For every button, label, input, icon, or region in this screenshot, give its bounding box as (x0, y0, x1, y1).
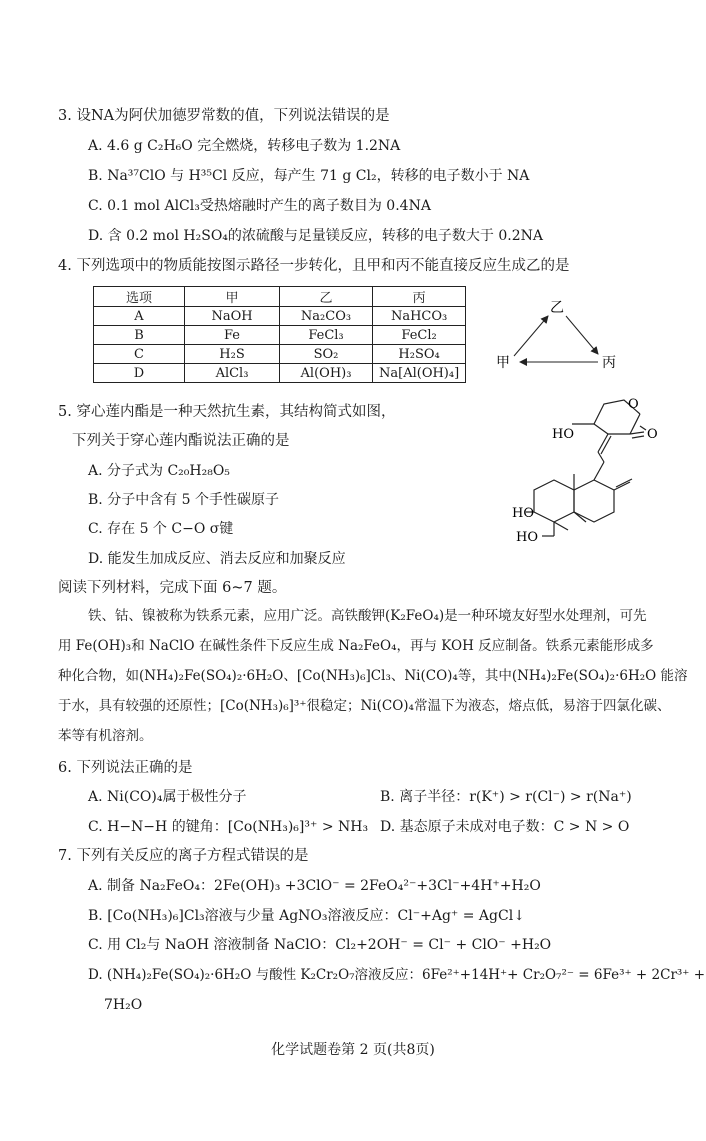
q5-stem: 5. 穿心莲内酯是一种天然抗生素，其结构简式如图， (58, 404, 396, 420)
table-cell: SO₂ (280, 345, 373, 364)
q3-option-b: B. Na³⁷ClO 与 H³⁵Cl 反应，每产生 71 g Cl₂，转移的电子数小于 NA (88, 168, 530, 184)
table-header: 乙 (280, 287, 373, 307)
table-cell: FeCl₃ (280, 326, 373, 345)
conversion-triangle-diagram (492, 290, 642, 380)
diagram-label-bing: 丙 (602, 355, 616, 371)
table-row (94, 345, 466, 364)
arrow-yi-to-bing (566, 316, 598, 354)
q5-option-c: C. 存在 5 个 C−O σ键 (88, 521, 234, 537)
table-cell: Al(OH)₃ (280, 364, 373, 383)
table-cell: H₂S (185, 345, 280, 364)
reading-line: 用 Fe(OH)₃和 NaClO 在碱性条件下反应生成 Na₂FeO₄，再与 KOH 反应制备。铁系元素能形成多 (58, 638, 654, 654)
q6-option-a: A. Ni(CO)₄属于极性分子 (88, 789, 247, 805)
q6-option-c: C. H−N−H 的键角：[Co(NH₃)₆]³⁺ > NH₃ (88, 819, 369, 835)
table-row (94, 326, 466, 345)
reading-line: 于水，具有较强的还原性；[Co(NH₃)₆]³⁺很稳定；Ni(CO)₄常温下为液态，熔点低，易溶于四氯化碳、 (58, 698, 671, 714)
table-cell: D (94, 364, 185, 383)
table-row (94, 307, 466, 326)
q7-option-b: B. [Co(NH₃)₆]Cl₃溶液与少量 AgNO₃溶液反应：Cl⁻+Ag⁺ = AgCl↓ (88, 908, 525, 924)
table-cell: AlCl₃ (185, 364, 280, 383)
reading-line: 种化合物，如(NH₄)₂Fe(SO₄)₂·6H₂O、[Co(NH₃)₆]Cl₃、Ni(CO)₄等，其中(NH₄)₂Fe(SO₄)₂·6H₂O 能溶 (58, 668, 688, 684)
page-footer: 化学试题卷第 2 页(共8页) (271, 1042, 435, 1058)
q4-options-table (93, 286, 466, 383)
reading-line: 铁、钴、镍被称为铁系元素，应用广泛。高铁酸钾(K₂FeO₄)是一种环境友好型水处理剂，可先 (88, 608, 647, 624)
reading-intro: 阅读下列材料，完成下面 6~7 题。 (58, 580, 287, 596)
table-header: 丙 (373, 287, 466, 307)
q7-option-a: A. 制备 Na₂FeO₄：2Fe(OH)₃ +3ClO⁻ = 2FeO₄²⁻+3Cl⁻+4H⁺+H₂O (88, 878, 541, 894)
q6-option-b: B. 离子半径：r(K⁺) > r(Cl⁻) > r(Na⁺) (380, 789, 632, 805)
diagram-label-jia: 甲 (496, 355, 510, 371)
structure-label-ho-mid: HO (512, 506, 534, 521)
q5-option-a: A. 分子式为 C₂₀H₂₈O₅ (88, 463, 230, 479)
reading-line: 苯等有机溶剂。 (58, 728, 153, 744)
q3-option-d: D. 含 0.2 mol H₂SO₄的浓硫酸与足量镁反应，转移的电子数大于 0.2NA (88, 228, 543, 244)
table-header: 选项 (94, 287, 185, 307)
table-cell: Na[Al(OH)₄] (373, 364, 466, 383)
structure-label-o-ring: O (628, 397, 639, 412)
arrow-jia-to-yi (514, 316, 548, 356)
q6-stem: 6. 下列说法正确的是 (58, 760, 193, 776)
table-header: 甲 (185, 287, 280, 307)
table-cell: Fe (185, 326, 280, 345)
q7-option-c: C. 用 Cl₂与 NaOH 溶液制备 NaClO：Cl₂+2OH⁻ = Cl⁻ + ClO⁻ +H₂O (88, 937, 552, 953)
q5-stem-2: 下列关于穿心莲内酯说法正确的是 (72, 433, 290, 449)
table-row (94, 364, 466, 383)
q3-option-a: A. 4.6 g C₂H₆O 完全燃烧，转移电子数为 1.2NA (88, 138, 401, 154)
table-cell: FeCl₂ (373, 326, 466, 345)
andrographolide-structure (512, 386, 662, 546)
q7-option-d-continued: 7H₂O (104, 997, 143, 1013)
table-cell: A (94, 307, 185, 326)
structure-label-ho-top: HO (552, 427, 574, 442)
q5-option-d: D. 能发生加成反应、消去反应和加聚反应 (88, 551, 346, 567)
q4-stem: 4. 下列选项中的物质能按图示路径一步转化，且甲和丙不能直接反应生成乙的是 (58, 258, 570, 274)
structure-label-ho-bottom: HO (516, 530, 538, 545)
q3-stem: 3. 设NA为阿伏加德罗常数的值，下列说法错误的是 (58, 108, 390, 124)
table-cell: B (94, 326, 185, 345)
diagram-label-yi: 乙 (550, 300, 564, 316)
table-cell: NaOH (185, 307, 280, 326)
q3-option-c: C. 0.1 mol AlCl₃受热熔融时产生的离子数目为 0.4NA (88, 198, 431, 214)
table-cell: NaHCO₃ (373, 307, 466, 326)
q5-option-b: B. 分子中含有 5 个手性碳原子 (88, 492, 279, 508)
structure-label-o-carbonyl: O (647, 427, 658, 442)
table-header-row (94, 287, 466, 307)
q7-stem: 7. 下列有关反应的离子方程式错误的是 (58, 848, 309, 864)
table-cell: C (94, 345, 185, 364)
table-cell: H₂SO₄ (373, 345, 466, 364)
q6-option-d: D. 基态原子未成对电子数：C > N > O (380, 819, 630, 835)
table-cell: Na₂CO₃ (280, 307, 373, 326)
q7-option-d: D. (NH₄)₂Fe(SO₄)₂·6H₂O 与酸性 K₂Cr₂O₇溶液反应：6Fe²⁺+14H⁺+ Cr₂O₇²⁻ = 6Fe³⁺ + 2Cr³⁺ + (88, 967, 706, 983)
